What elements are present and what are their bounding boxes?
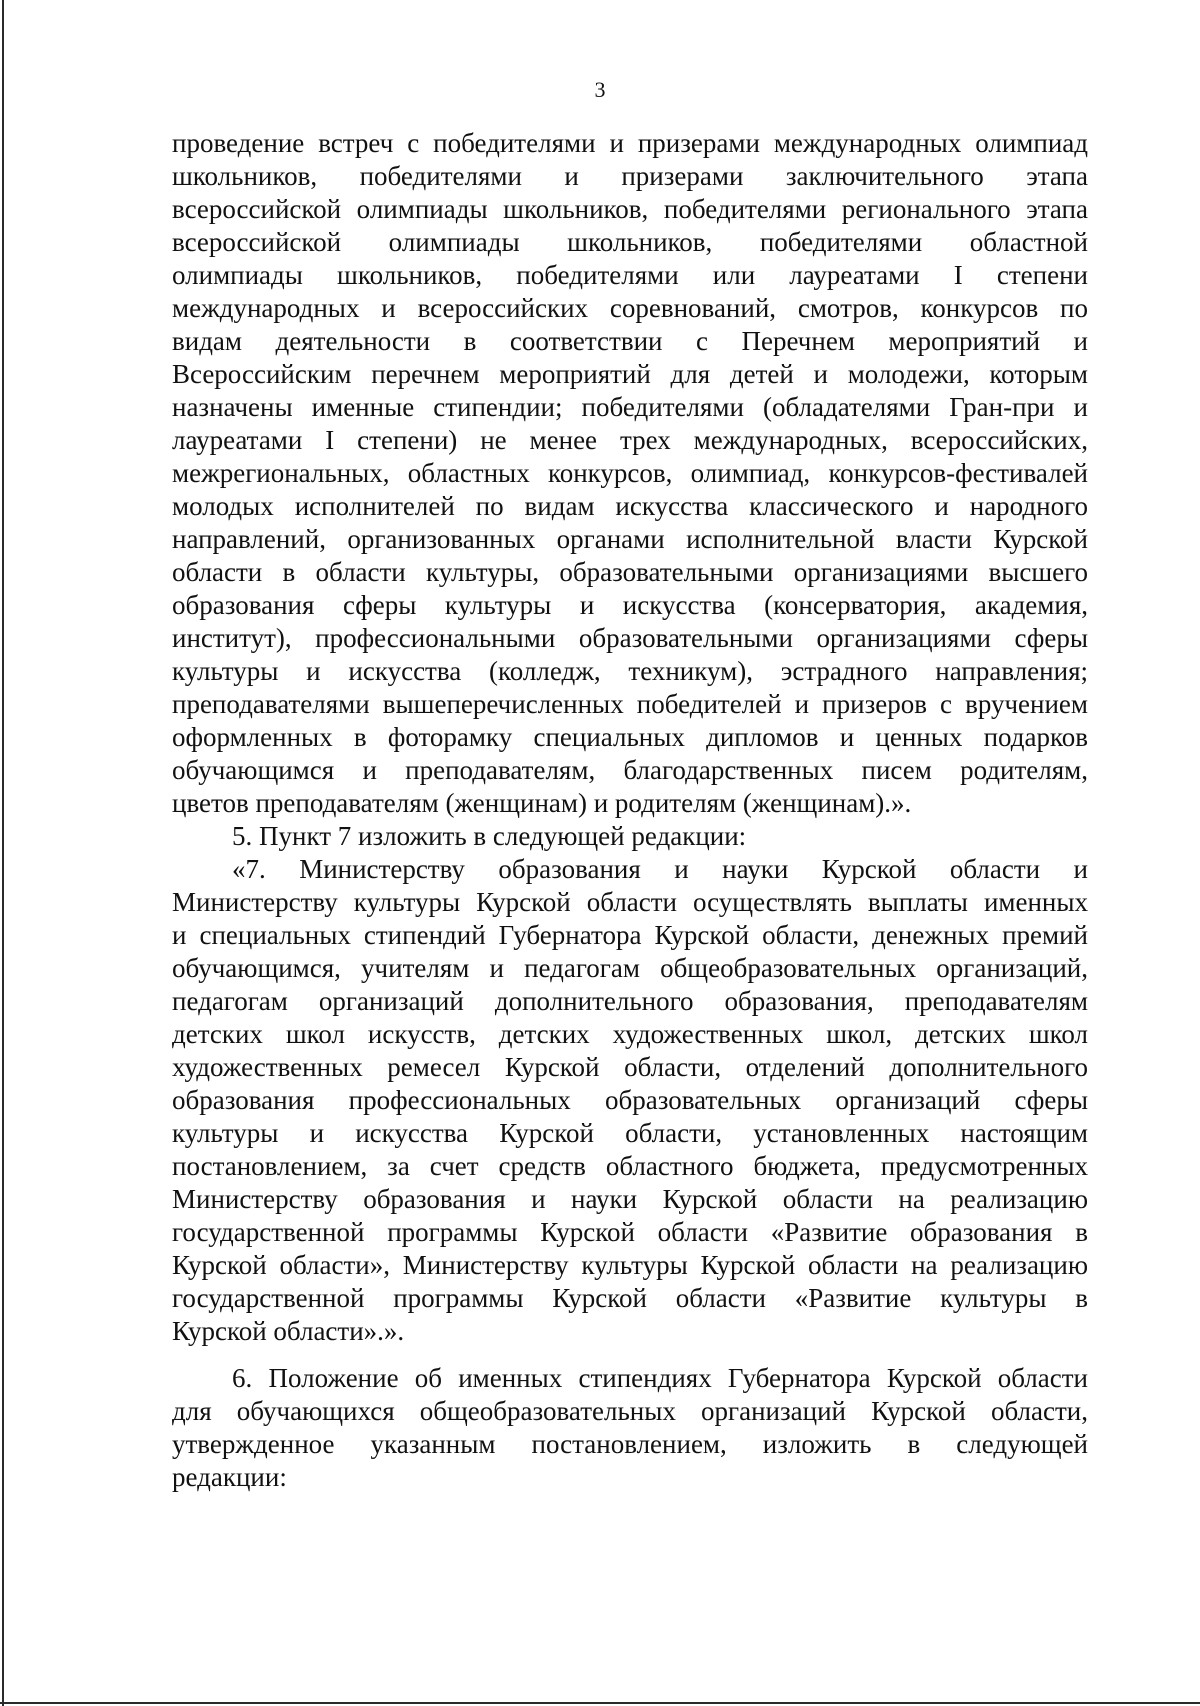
text-line: культуры и искусства (колледж, техникум), эстрадного направления; [172,656,1088,686]
text-line: и специальных стипендий Губернатора Курской области, денежных премий [172,920,1088,950]
text-line: педагогам организаций дополнительного образования, преподавателям [172,986,1088,1016]
text-line: постановлением, за счет средств областного бюджета, предусмотренных [172,1151,1088,1181]
text-line: Министерству образования и науки Курской области на реализацию [172,1184,1088,1214]
text-line: художественных ремесел Курской области, отделений дополнительного [172,1052,1088,1082]
text-line: всероссийской олимпиады школьников, победителями регионального этапа [172,194,1088,224]
text-line: назначены именные стипендии; победителями (обладателями Гран-при и [172,392,1088,422]
text-line: «7. Министерству образования и науки Курской области и [232,854,1088,884]
text-line: видам деятельности в соответствии с Перечнем мероприятий и [172,326,1088,356]
text-line: олимпиады школьников, победителями или лауреатами I степени [172,260,1088,290]
text-line: Всероссийским перечнем мероприятий для детей и молодежи, которым [172,359,1088,389]
text-line: образования сферы культуры и искусства (консерватория, академия, [172,590,1088,620]
text-line: государственной программы Курской области «Развитие образования в [172,1217,1088,1247]
text-line: лауреатами I степени) не менее трех международных, всероссийских, [172,425,1088,455]
text-line: области в области культуры, образовательными организациями высшего [172,557,1088,587]
text-line: утвержденное указанным постановлением, изложить в следующей [172,1429,1088,1459]
text-line: культуры и искусства Курской области, установленных настоящим [172,1118,1088,1148]
text-line: проведение встреч с победителями и призерами международных олимпиад [172,128,1088,158]
text-line: преподавателями вышеперечисленных победителей и призеров с вручением [172,689,1088,719]
text-line: международных и всероссийских соревнований, смотров, конкурсов по [172,293,1088,323]
text-line: Курской области», Министерству культуры Курской области на реализацию [172,1250,1088,1280]
text-line: межрегиональных, областных конкурсов, олимпиад, конкурсов-фестивалей [172,458,1088,488]
text-line: обучающимся, учителям и педагогам общеобразовательных организаций, [172,953,1088,983]
text-line: образования профессиональных образовательных организаций сферы [172,1085,1088,1115]
scan-edge-bottom [0,1702,1200,1704]
text-line: 5. Пункт 7 изложить в следующей редакции: [232,821,747,851]
text-line: Министерству культуры Курской области осуществлять выплаты именных [172,887,1088,917]
text-line: редакции: [172,1462,287,1492]
text-line: детских школ искусств, детских художественных школ, детских школ [172,1019,1088,1049]
document-body [172,127,1088,1494]
text-line: обучающимся и преподавателям, благодарственных писем родителям, [172,755,1088,785]
scan-edge-left [2,0,4,1706]
text-line: молодых исполнителей по видам искусства классического и народного [172,491,1088,521]
text-line: государственной программы Курской области «Развитие культуры в [172,1283,1088,1313]
page-number: 3 [594,77,606,102]
text-line: Курской области».». [172,1316,405,1346]
text-line: 6. Положение об именных стипендиях Губернатора Курской области [232,1363,1088,1393]
text-line: институт), профессиональными образовательными организациями сферы [172,623,1088,653]
text-line: всероссийской олимпиады школьников, победителями областной [172,227,1088,257]
text-line: направлений, организованных органами исполнительной власти Курской [172,524,1088,554]
text-line: цветов преподавателям (женщинам) и родителям (женщинам).». [172,788,912,818]
text-line: оформленных в фоторамку специальных дипломов и ценных подарков [172,722,1088,752]
text-line: для обучающихся общеобразовательных организаций Курской области, [172,1396,1088,1426]
text-line: школьников, победителями и призерами заключительного этапа [172,161,1088,191]
